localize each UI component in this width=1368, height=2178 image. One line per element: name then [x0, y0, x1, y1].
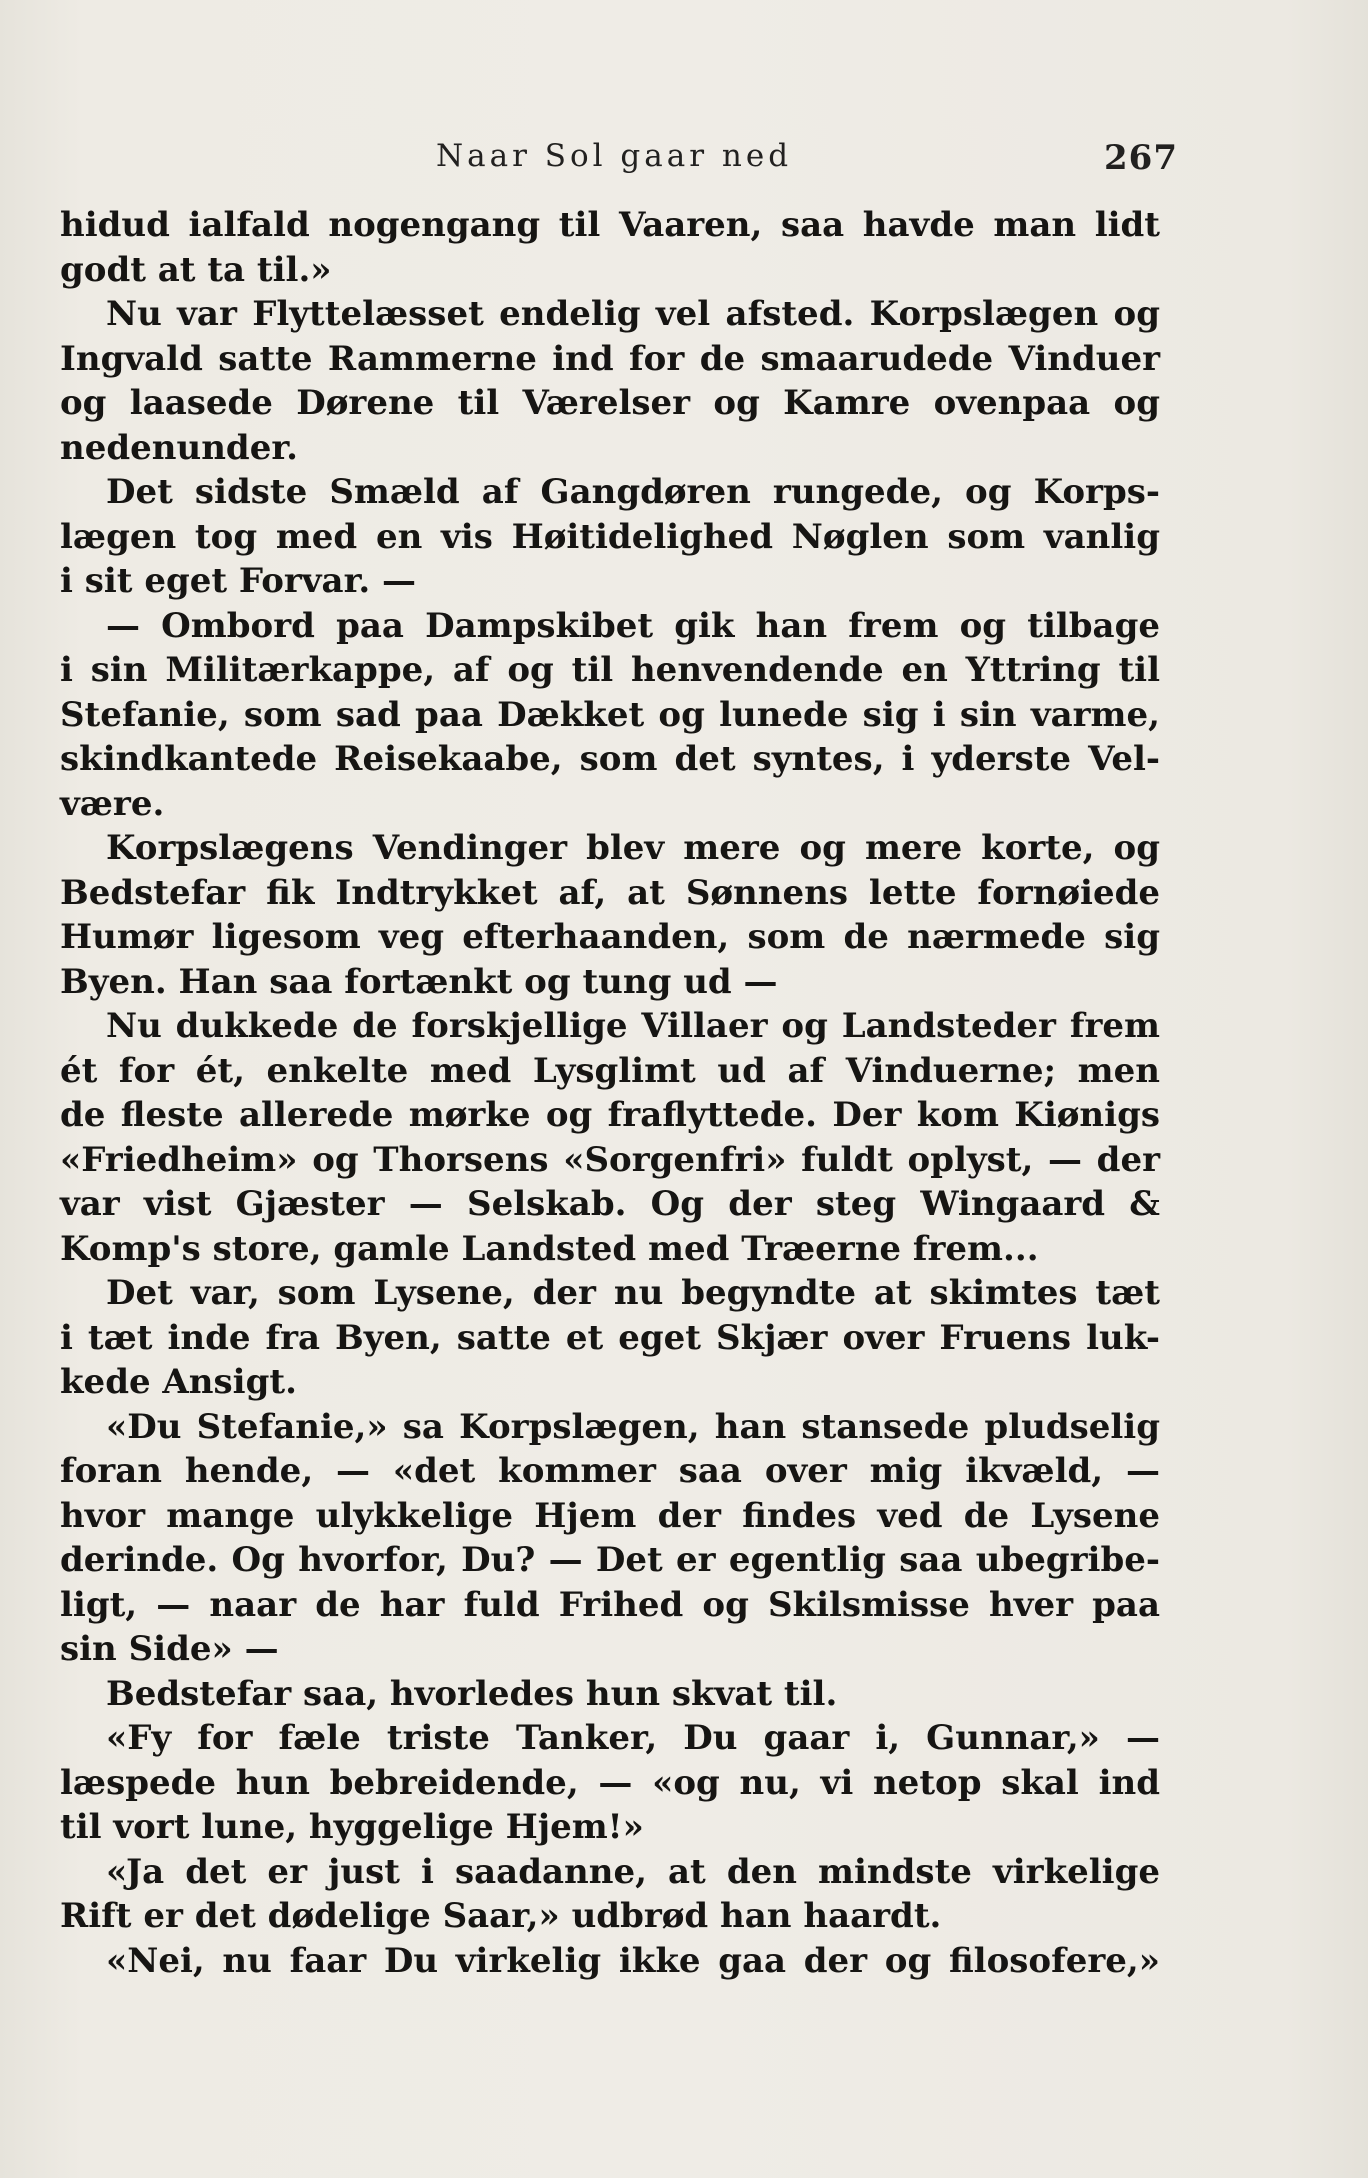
text-line: hidud ialfald nogengang til Vaaren, saa havde man lidt	[60, 205, 1160, 245]
text-line: hvor mange ulykkelige Hjem der findes ved de Lysene	[60, 1495, 1160, 1536]
text-line: i sit eget Forvar. —	[60, 561, 417, 601]
text-line: foran hende, — «det kommer saa over mig ikvæld, —	[60, 1451, 1160, 1491]
text-line: læspede hun bebreidende, — «og nu, vi netop skal ind	[60, 1762, 1160, 1803]
text-line: og laasede Dørene til Værelser og Kamre ovenpaa og	[60, 383, 1160, 423]
running-head	[0, 138, 1368, 186]
body-text	[60, 203, 1160, 1983]
text-line: være.	[60, 783, 165, 824]
text-line: de fleste allerede mørke og fraflyttede. Der kom Kiønigs	[60, 1095, 1160, 1135]
text-line: kede Ansigt.	[60, 1362, 297, 1402]
text-line: ligt, — naar de har fuld Frihed og Skilsmisse hver paa	[60, 1584, 1160, 1625]
text-line: Bedstefar saa, hvorledes hun skvat til.	[106, 1673, 838, 1714]
text-line: Rift er det dødelige Saar,» udbrød han haardt.	[60, 1896, 942, 1936]
text-line: Byen. Han saa fortænkt og tung ud —	[60, 961, 778, 1002]
text-line: «Fy for fæle triste Tanker, Du gaar i, Gunnar,» —	[106, 1718, 1160, 1758]
text-line: Stefanie, som sad paa Dækket og lunede sig i sin varme,	[60, 694, 1160, 735]
text-line: Komp's store, gamle Landsted med Træerne frem...	[60, 1228, 1039, 1269]
text-line: «Ja det er just i saadanne, at den mindste virkelige	[106, 1851, 1160, 1892]
text-line: Nu dukkede de forskjellige Villaer og Landsteder frem	[106, 1006, 1160, 1046]
text-line: Ingvald satte Rammerne ind for de smaarudede Vinduer	[60, 338, 1160, 379]
text-line: ét for ét, enkelte med Lysglimt ud af Vinduerne; men	[60, 1050, 1160, 1091]
text-line: Nu var Flyttelæsset endelig vel afsted. Korpslægen og	[106, 294, 1160, 334]
text-line: «Du Stefanie,» sa Korpslægen, han stansede pludselig	[106, 1406, 1160, 1447]
running-title: Naar Sol gaar ned	[436, 138, 793, 174]
text-line: Korpslægens Vendinger blev mere og mere korte, og	[106, 828, 1160, 868]
text-line: Det var, som Lysene, der nu begyndte at skimtes tæt	[106, 1273, 1160, 1313]
text-line: i tæt inde fra Byen, satte et eget Skjær over Fruens luk-	[60, 1317, 1160, 1358]
text-line: Det sidste Smæld af Gangdøren rungede, og Korps-	[106, 472, 1160, 512]
text-line: derinde. Og hvorfor, Du? — Det er egentlig saa ubegribe-	[60, 1540, 1160, 1580]
text-line: var vist Gjæster — Selskab. Og der steg Wingaard &	[60, 1184, 1160, 1224]
text-line: skindkantede Reisekaabe, som det syntes, i yderste Vel-	[60, 739, 1160, 779]
text-line: i sin Militærkappe, af og til henvendende en Yttring til	[60, 650, 1160, 690]
text-line: «Friedheim» og Thorsens «Sorgenfri» fuldt oplyst, — der	[60, 1139, 1160, 1180]
text-line: sin Side» —	[60, 1629, 279, 1669]
page-number: 267	[1104, 138, 1178, 178]
text-line: nedenunder.	[60, 427, 298, 468]
text-line: Bedstefar fik Indtrykket af, at Sønnens lette fornøiede	[60, 872, 1160, 913]
text-line: godt at ta til.»	[60, 249, 332, 290]
text-line: Humør ligesom veg efterhaanden, som de nærmede sig	[60, 917, 1160, 957]
text-line: lægen tog med en vis Høitidelighed Nøglen som vanlig	[60, 516, 1160, 557]
text-line: «Nei, nu faar Du virkelig ikke gaa der og filosofere,»	[106, 1940, 1160, 1981]
text-line: — Ombord paa Dampskibet gik han frem og tilbage	[106, 605, 1160, 646]
text-line: til vort lune, hyggelige Hjem!»	[60, 1807, 644, 1847]
